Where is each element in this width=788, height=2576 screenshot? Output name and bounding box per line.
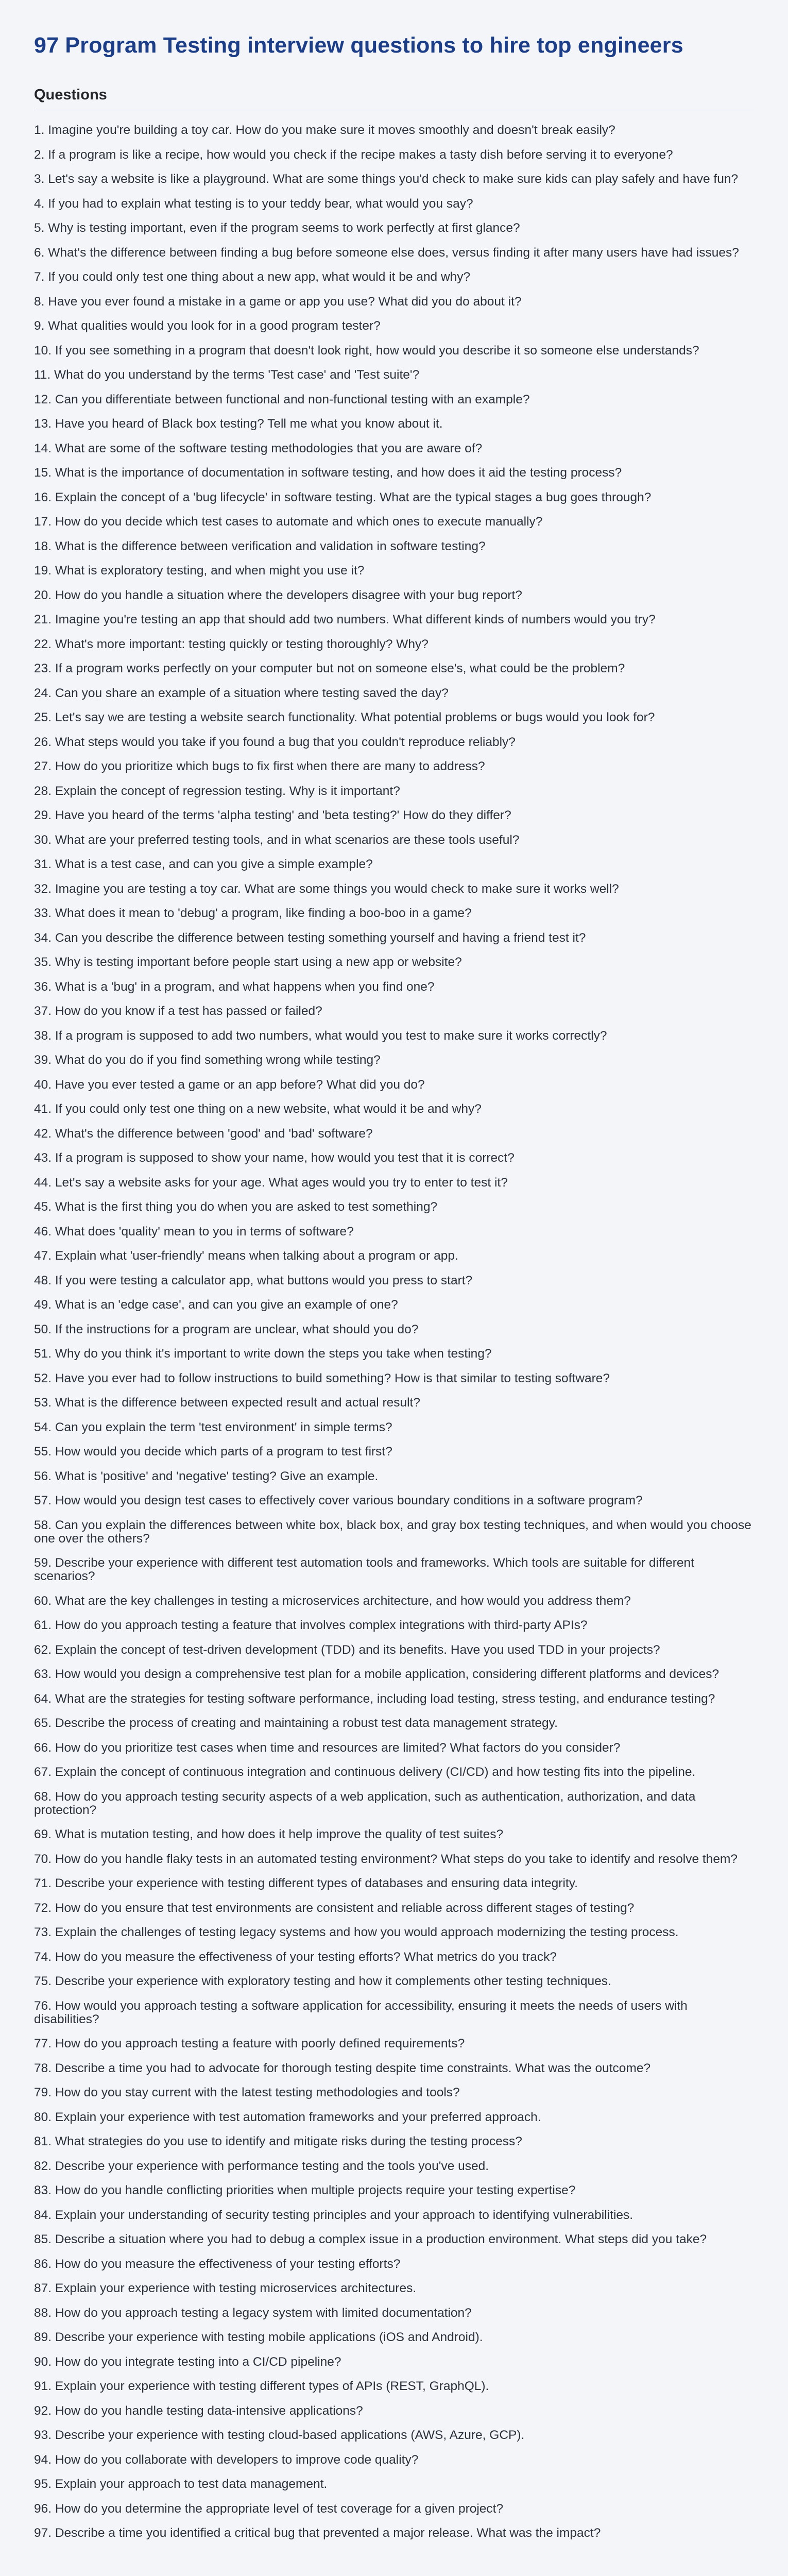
question-item: 44. Let's say a website asks for your age. What ages would you try to enter to test it? xyxy=(34,1175,508,1190)
question-item: 8. Have you ever found a mistake in a game or app you use? What did you do about it? xyxy=(34,294,522,309)
question-item: 97. Describe a time you identified a critical bug that prevented a major release. What was the impact? xyxy=(34,2526,601,2540)
question-list xyxy=(34,124,754,2540)
page-title: 97 Program Testing interview questions to hire top engineers xyxy=(34,33,683,58)
question-item: 71. Describe your experience with testing different types of databases and ensuring data integrity. xyxy=(34,1876,578,1890)
question-item: 46. What does 'quality' mean to you in terms of software? xyxy=(34,1224,354,1239)
question-item: 50. If the instructions for a program are unclear, what should you do? xyxy=(34,1322,419,1336)
question-item: 63. How would you design a comprehensive test plan for a mobile application, considering different platforms and devices? xyxy=(34,1667,720,1681)
question-item: 52. Have you ever had to follow instructions to build something? How is that similar to testing software? xyxy=(34,1371,610,1385)
question-item: 92. How do you handle testing data-intensive applications? xyxy=(34,2403,363,2418)
question-item: 79. How do you stay current with the latest testing methodologies and tools? xyxy=(34,2086,460,2099)
question-item: 20. How do you handle a situation where the developers disagree with your bug report? xyxy=(34,588,522,602)
question-item: 12. Can you differentiate between functional and non-functional testing with an example? xyxy=(34,392,530,406)
question-item: 58. Can you explain the differences between white box, black box, and gray box testing techniques, and when would you choose one over the others? xyxy=(34,1518,751,1546)
question-item: 91. Explain your experience with testing different types of APIs (REST, GraphQL). xyxy=(34,2379,489,2393)
question-item: 23. If a program works perfectly on your computer but not on someone else's, what could be the problem? xyxy=(34,662,625,675)
question-item: 9. What qualities would you look for in a good program tester? xyxy=(34,319,381,333)
question-item: 86. How do you measure the effectiveness of your testing efforts? xyxy=(34,2257,401,2271)
question-item: 95. Explain your approach to test data management. xyxy=(34,2477,328,2491)
question-item: 16. Explain the concept of a 'bug lifecycle' in software testing. What are the typical stages a bug goes through? xyxy=(34,490,652,504)
question-item: 2. If a program is like a recipe, how would you check if the recipe makes a tasty dish before serving it to everyone? xyxy=(34,147,673,162)
question-item: 21. Imagine you're testing an app that should add two numbers. What different kinds of numbers would you try? xyxy=(34,613,656,626)
question-item: 27. How do you prioritize which bugs to fix first when there are many to address? xyxy=(34,759,485,773)
question-item: 53. What is the difference between expected result and actual result? xyxy=(34,1396,420,1410)
question-item: 40. Have you ever tested a game or an app before? What did you do? xyxy=(34,1077,425,1092)
question-item: 29. Have you heard of the terms 'alpha testing' and 'beta testing?' How do they differ? xyxy=(34,808,511,822)
question-item: 96. How do you determine the appropriate level of test coverage for a given project? xyxy=(34,2501,504,2516)
question-item: 68. How do you approach testing security aspects of a web application, such as authentication, authorization, and data protection? xyxy=(34,1789,696,1817)
question-item: 51. Why do you think it's important to write down the steps you take when testing? xyxy=(34,1347,492,1361)
question-item: 30. What are your preferred testing tools, and in what scenarios are these tools useful? xyxy=(34,833,520,847)
question-item: 74. How do you measure the effectiveness of your testing efforts? What metrics do you track? xyxy=(34,1950,557,1964)
question-item: 55. How would you decide which parts of a program to test first? xyxy=(34,1445,392,1459)
question-item: 26. What steps would you take if you found a bug that you couldn't reproduce reliably? xyxy=(34,735,516,749)
question-item: 85. Describe a situation where you had to debug a complex issue in a production environment. What steps did you take? xyxy=(34,2232,707,2246)
question-item: 90. How do you integrate testing into a CI/CD pipeline? xyxy=(34,2354,341,2369)
question-item: 49. What is an 'edge case', and can you give an example of one? xyxy=(34,1298,398,1312)
question-item: 48. If you were testing a calculator app, what buttons would you press to start? xyxy=(34,1273,473,1287)
question-item: 73. Explain the challenges of testing legacy systems and how you would approach modernizing the testing process. xyxy=(34,1925,679,1939)
question-item: 42. What's the difference between 'good' and 'bad' software? xyxy=(34,1126,373,1141)
question-item: 38. If a program is supposed to add two numbers, what would you test to make sure it works correctly? xyxy=(34,1028,607,1043)
question-item: 45. What is the first thing you do when you are asked to test something? xyxy=(34,1200,438,1214)
question-item: 5. Why is testing important, even if the program seems to work perfectly at first glance? xyxy=(34,221,520,235)
question-item: 94. How do you collaborate with developers to improve code quality? xyxy=(34,2452,419,2467)
question-item: 69. What is mutation testing, and how does it help improve the quality of test suites? xyxy=(34,1827,504,1841)
question-item: 34. Can you describe the difference between testing something yourself and having a friend test it? xyxy=(34,930,586,945)
question-item: 67. Explain the concept of continuous integration and continuous delivery (CI/CD) and how testing fits into the pipeline. xyxy=(34,1765,696,1779)
question-item: 87. Explain your experience with testing microservices architectures. xyxy=(34,2281,417,2295)
question-item: 84. Explain your understanding of security testing principles and your approach to identifying vulnerabilities. xyxy=(34,2208,633,2222)
question-item: 76. How would you approach testing a software application for accessibility, ensuring it meets the needs of users with disabilities? xyxy=(34,1998,688,2026)
question-item: 82. Describe your experience with performance testing and the tools you've used. xyxy=(34,2159,489,2173)
question-item: 14. What are some of the software testing methodologies that you are aware of? xyxy=(34,441,483,455)
question-item: 25. Let's say we are testing a website search functionality. What potential problems or bugs would you look for? xyxy=(34,710,655,724)
question-item: 62. Explain the concept of test-driven development (TDD) and its benefits. Have you used TDD in your projects? xyxy=(34,1642,660,1657)
question-item: 89. Describe your experience with testing mobile applications (iOS and Android). xyxy=(34,2330,483,2344)
question-item: 60. What are the key challenges in testing a microservices architecture, and how would you address them? xyxy=(34,1594,631,1608)
question-item: 83. How do you handle conflicting priorities when multiple projects require your testing expertise? xyxy=(34,2183,576,2197)
question-item: 15. What is the importance of documentation in software testing, and how does it aid the testing process? xyxy=(34,466,622,480)
question-item: 18. What is the difference between verification and validation in software testing? xyxy=(34,539,486,553)
question-item: 75. Describe your experience with exploratory testing and how it complements other testing techniques. xyxy=(34,1974,611,1988)
question-item: 72. How do you ensure that test environments are consistent and reliable across different stages of testing? xyxy=(34,1901,635,1915)
question-item: 64. What are the strategies for testing software performance, including load testing, stress testing, and endurance testing? xyxy=(34,1691,715,1706)
question-item: 28. Explain the concept of regression testing. Why is it important? xyxy=(34,784,400,798)
question-item: 88. How do you approach testing a legacy system with limited documentation? xyxy=(34,2306,472,2320)
question-item: 43. If a program is supposed to show your name, how would you test that it is correct? xyxy=(34,1151,515,1165)
question-item: 93. Describe your experience with testing cloud-based applications (AWS, Azure, GCP). xyxy=(34,2428,525,2442)
question-item: 70. How do you handle flaky tests in an automated testing environment? What steps do you take to identify and resolve them? xyxy=(34,1852,738,1866)
question-item: 32. Imagine you are testing a toy car. What are some things you would check to make sure it works well? xyxy=(34,882,619,896)
question-item: 39. What do you do if you find something wrong while testing? xyxy=(34,1053,381,1067)
question-item: 35. Why is testing important before people start using a new app or website? xyxy=(34,955,462,969)
question-item: 10. If you see something in a program that doesn't look right, how would you describe it so someone else understands? xyxy=(34,343,699,358)
question-item: 81. What strategies do you use to identify and mitigate risks during the testing process? xyxy=(34,2134,522,2148)
question-item: 37. How do you know if a test has passed or failed? xyxy=(34,1004,322,1018)
question-item: 4. If you had to explain what testing is to your teddy bear, what would you say? xyxy=(34,196,473,211)
question-item: 13. Have you heard of Black box testing? Tell me what you know about it. xyxy=(34,417,443,431)
question-item: 59. Describe your experience with different test automation tools and frameworks. Which tools are suitable for different scenarios? xyxy=(34,1556,694,1583)
question-item: 78. Describe a time you had to advocate for thorough testing despite time constraints. What was the outcome? xyxy=(34,2061,651,2075)
question-item: 3. Let's say a website is like a playground. What are some things you'd check to make sure kids can play safely and have fun? xyxy=(34,172,739,186)
question-item: 19. What is exploratory testing, and when might you use it? xyxy=(34,564,365,578)
question-item: 54. Can you explain the term 'test environment' in simple terms? xyxy=(34,1420,392,1434)
section-heading: Questions xyxy=(34,87,754,110)
question-item: 66. How do you prioritize test cases when time and resources are limited? What factors do you consider? xyxy=(34,1740,621,1755)
question-item: 57. How would you design test cases to effectively cover various boundary conditions in a software program? xyxy=(34,1494,643,1507)
question-item: 80. Explain your experience with test automation frameworks and your preferred approach. xyxy=(34,2110,541,2124)
question-item: 36. What is a 'bug' in a program, and what happens when you find one? xyxy=(34,979,435,994)
questions-section xyxy=(34,87,754,2540)
question-item: 33. What does it mean to 'debug' a program, like finding a boo-boo in a game? xyxy=(34,906,472,920)
question-item: 31. What is a test case, and can you give a simple example? xyxy=(34,857,373,871)
question-item: 77. How do you approach testing a feature with poorly defined requirements? xyxy=(34,2037,465,2050)
question-item: 24. Can you share an example of a situation where testing saved the day? xyxy=(34,686,449,700)
question-item: 56. What is 'positive' and 'negative' testing? Give an example. xyxy=(34,1469,379,1483)
question-item: 6. What's the difference between finding a bug before someone else does, versus finding it after many users have had issues? xyxy=(34,245,739,260)
question-item: 11. What do you understand by the terms 'Test case' and 'Test suite'? xyxy=(34,368,420,382)
question-item: 61. How do you approach testing a feature that involves complex integrations with third-party APIs? xyxy=(34,1618,588,1632)
question-item: 22. What's more important: testing quickly or testing thoroughly? Why? xyxy=(34,637,429,651)
question-item: 7. If you could only test one thing about a new app, what would it be and why? xyxy=(34,270,471,284)
question-item: 17. How do you decide which test cases to automate and which ones to execute manually? xyxy=(34,515,543,529)
question-item: 47. Explain what 'user-friendly' means when talking about a program or app. xyxy=(34,1249,458,1263)
question-item: 1. Imagine you're building a toy car. How do you make sure it moves smoothly and doesn't break easily? xyxy=(34,123,615,137)
question-item: 41. If you could only test one thing on a new website, what would it be and why? xyxy=(34,1102,482,1116)
question-item: 65. Describe the process of creating and maintaining a robust test data management strategy. xyxy=(34,1716,558,1730)
